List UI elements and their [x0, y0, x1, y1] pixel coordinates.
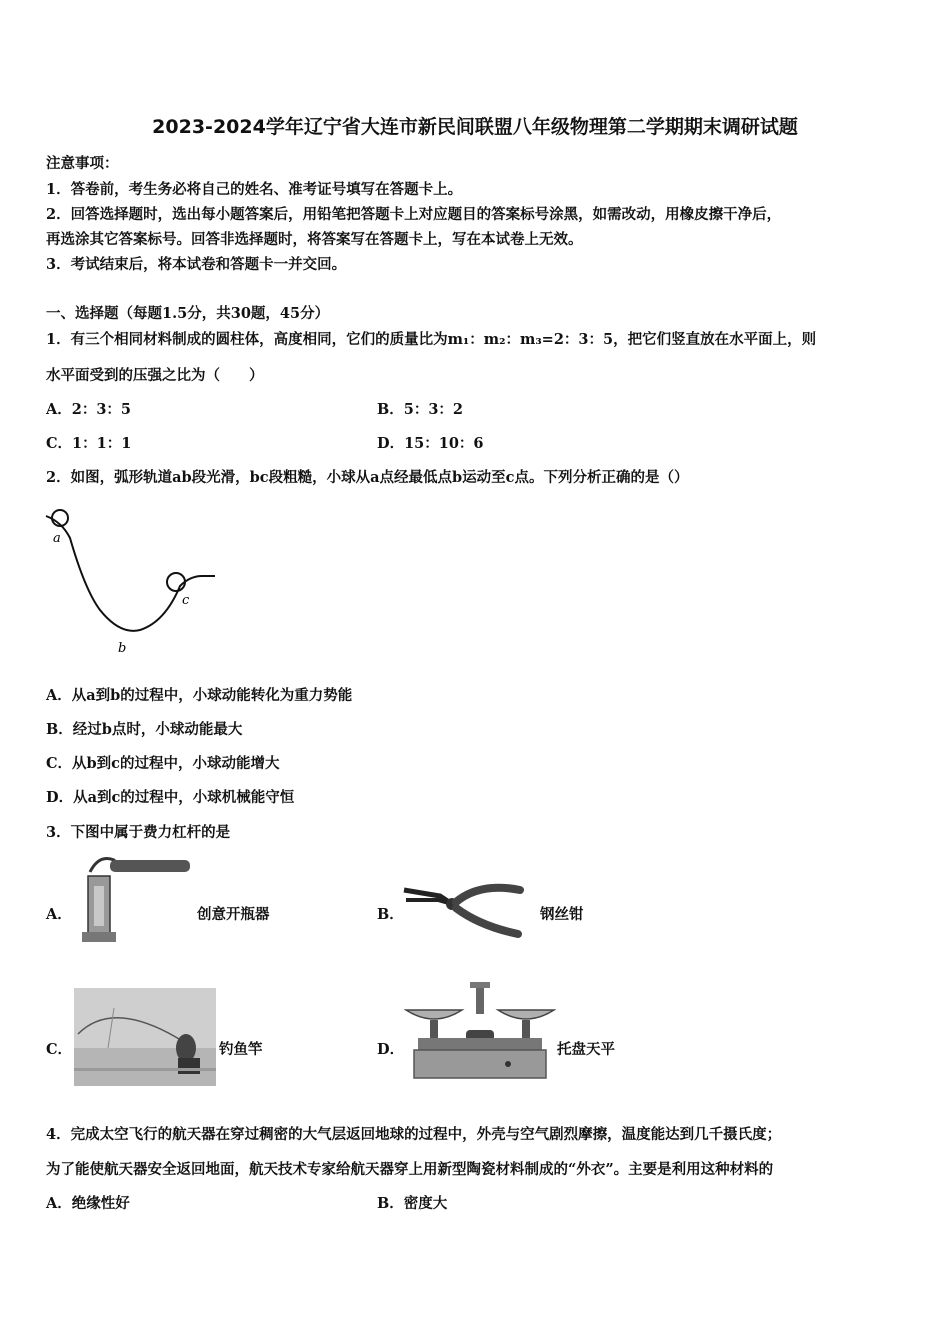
track-diagram	[40, 500, 230, 660]
q2-option-c: C．从b到c的过程中，小球动能增大	[46, 755, 280, 772]
q3-option-c-name: 钓鱼竿	[219, 1041, 263, 1058]
q4-stem: 4．完成太空飞行的航天器在穿过稠密的大气层返回地球的过程中，外壳与空气剧烈摩擦，温度能达到几千摄氏度；	[46, 1126, 782, 1143]
q2-stem: 2．如图，弧形轨道ab段光滑，bc段粗糙，小球从a点经最低点b运动至c点。下列分析正确的是（）	[46, 469, 689, 486]
q3-option-a-name: 创意开瓶器	[197, 906, 270, 923]
q1-stem: 1．有三个相同材料制成的圆柱体，高度相同，它们的质量比为m₁：m₂：m₃=2：3：5，把它们竖直放在水平面上，则	[46, 331, 817, 348]
q4-stem-cont: 为了能使航天器安全返回地面，航天技术专家给航天器穿上用新型陶瓷材料制成的“外衣”。主要是利用这种材料的	[46, 1161, 774, 1178]
q2-option-d: D．从a到c的过程中，小球机械能守恒	[46, 789, 295, 806]
label-b: b	[118, 641, 127, 656]
q3-option-d-name: 托盘天平	[557, 1041, 615, 1058]
q2-option-b: B．经过b点时，小球动能最大	[46, 721, 243, 738]
q3-option-b-letter: B．	[377, 906, 404, 923]
label-a: a	[53, 531, 61, 546]
q3-option-b-name: 钢丝钳	[540, 906, 584, 923]
q4-option-b: B．密度大	[377, 1195, 448, 1212]
q3-option-d-letter: D．	[377, 1041, 405, 1058]
section-heading: 一、选择题（每题1.5分，共30题，45分）	[46, 305, 330, 322]
notice-item: 3．考试结束后，将本试卷和答题卡一并交回。	[46, 256, 347, 273]
notice-heading: 注意事项：	[46, 155, 119, 172]
q4-option-a: A．绝缘性好	[46, 1195, 130, 1212]
q3-stem: 3．下图中属于费力杠杆的是	[46, 824, 231, 841]
label-c: c	[182, 593, 190, 608]
page-title: 2023-2024学年辽宁省大连市新民间联盟八年级物理第二学期期末调研试题	[152, 116, 798, 138]
notice-item: 2．回答选择题时，选出每小题答案后，用铅笔把答题卡上对应题目的答案标号涂黑，如需改动，用橡皮擦干净后，	[46, 206, 782, 223]
notice-item: 1．答卷前，考生务必将自己的姓名、准考证号填写在答题卡上。	[46, 181, 463, 198]
q1-option-a: A．2：3：5	[46, 401, 132, 418]
q1-option-c: C．1：1：1	[46, 435, 132, 452]
q2-option-a: A．从a到b的过程中，小球动能转化为重力势能	[46, 687, 353, 704]
q1-option-b: B．5：3：2	[377, 401, 464, 418]
q1-stem-cont: 水平面受到的压强之比为（ ）	[46, 367, 264, 384]
q3-option-c-letter: C．	[46, 1041, 73, 1058]
pliers-image	[400, 876, 525, 940]
fishing-rod-image	[74, 988, 216, 1086]
q1-option-d: D．15：10：6	[377, 435, 484, 452]
track-curve	[46, 516, 215, 631]
balance-scale-image	[404, 982, 556, 1086]
notice-item: 再选涂其它答案标号。回答非选择题时，将答案写在答题卡上，写在本试卷上无效。	[46, 231, 583, 248]
q3-option-a-letter: A．	[46, 906, 72, 923]
bottle-opener-image	[74, 852, 194, 944]
ball-c	[167, 573, 185, 591]
